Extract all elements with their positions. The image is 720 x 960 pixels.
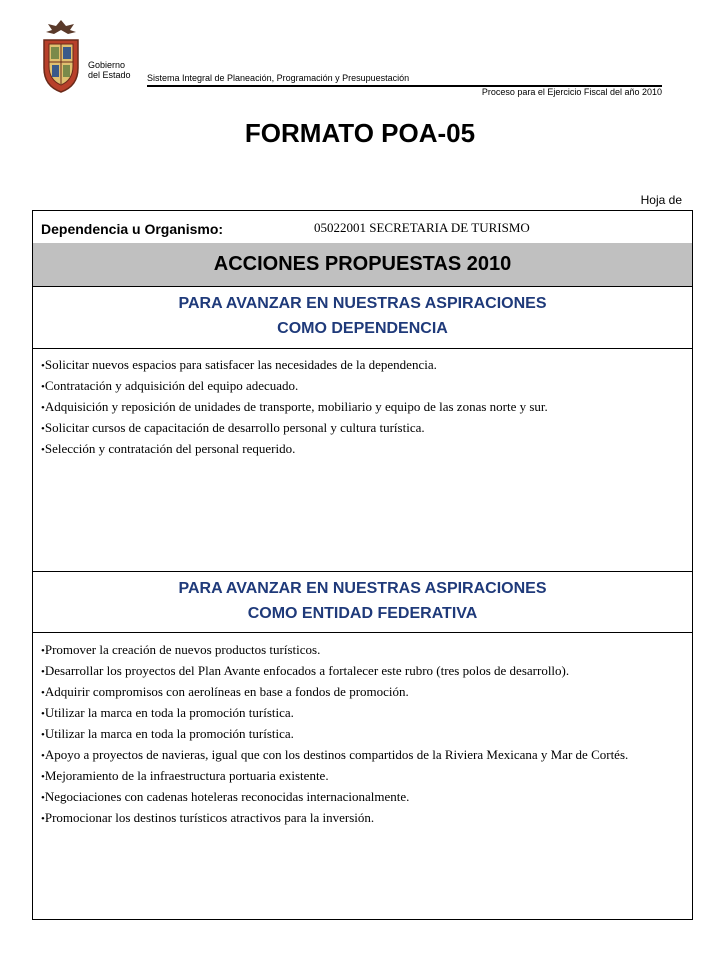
state-actions-list [33, 640, 692, 829]
section-heading-line: PARA AVANZAR EN NUESTRAS ASPIRACIONES [178, 580, 547, 597]
process-label: Proceso para el Ejercicio Fiscal del año 2010 [481, 87, 662, 97]
form-frame [32, 210, 693, 920]
list-item: • Negociaciones con cadenas hoteleras reconocidas internacionalmente. [41, 787, 684, 808]
government-label [88, 60, 131, 80]
dependency-value: 05022001 SECRETARIA DE TURISMO [314, 220, 530, 235]
section-heading-line: COMO ENTIDAD FEDERATIVA [247, 605, 478, 622]
list-item: • Contratación y adquisición del equipo adecuado. [41, 376, 684, 397]
page-title: FORMATO POA-05 [244, 118, 476, 148]
list-item: • Promocionar los destinos turísticos atractivos para la inversión. [41, 808, 684, 829]
government-line-1: Gobierno [88, 60, 126, 70]
list-item: • Solicitar cursos de capacitación de desarrollo personal y cultura turística. [41, 418, 684, 439]
list-item: • Desarrollar los proyectos del Plan Avante enfocados a fortalecer este rubro (tres polos de desarrollo). [41, 661, 684, 682]
government-line-2: del Estado [88, 70, 131, 80]
dependency-row [33, 211, 692, 244]
list-item: • Utilizar la marca en toda la promoción turística. [41, 703, 684, 724]
dependency-actions-list [33, 355, 692, 460]
list-item: • Adquirir compromisos con aerolíneas en base a fondos de promoción. [41, 682, 684, 703]
section-heading-dependency [33, 287, 692, 349]
list-item: • Mejoramiento de la infraestructura portuaria existente. [41, 766, 684, 787]
state-seal-icon [36, 16, 86, 96]
dependency-label: Dependencia u Organismo: [41, 221, 224, 237]
main-heading: ACCIONES PROPUESTAS 2010 [33, 243, 692, 287]
list-item: • Adquisición y reposición de unidades de transporte, mobiliario y equipo de las zonas norte y sur. [41, 397, 684, 418]
list-item: • Apoyo a proyectos de navieras, igual que con los destinos compartidos de la Riviera Mexicana y Mar de Cortés. [41, 745, 684, 766]
section-heading-state [33, 571, 692, 633]
list-item: • Promover la creación de nuevos productos turísticos. [41, 640, 684, 661]
section-heading-line: PARA AVANZAR EN NUESTRAS ASPIRACIONES [178, 295, 547, 312]
list-item: • Utilizar la marca en toda la promoción turística. [41, 724, 684, 745]
sheet-label: Hoja de [640, 193, 682, 207]
list-item: • Solicitar nuevos espacios para satisfacer las necesidades de la dependencia. [41, 355, 684, 376]
list-item: • Selección y contratación del personal requerido. [41, 439, 684, 460]
system-name: Sistema Integral de Planeación, Programación y Presupuestación [147, 73, 410, 83]
section-heading-line: COMO DEPENDENCIA [277, 320, 448, 337]
